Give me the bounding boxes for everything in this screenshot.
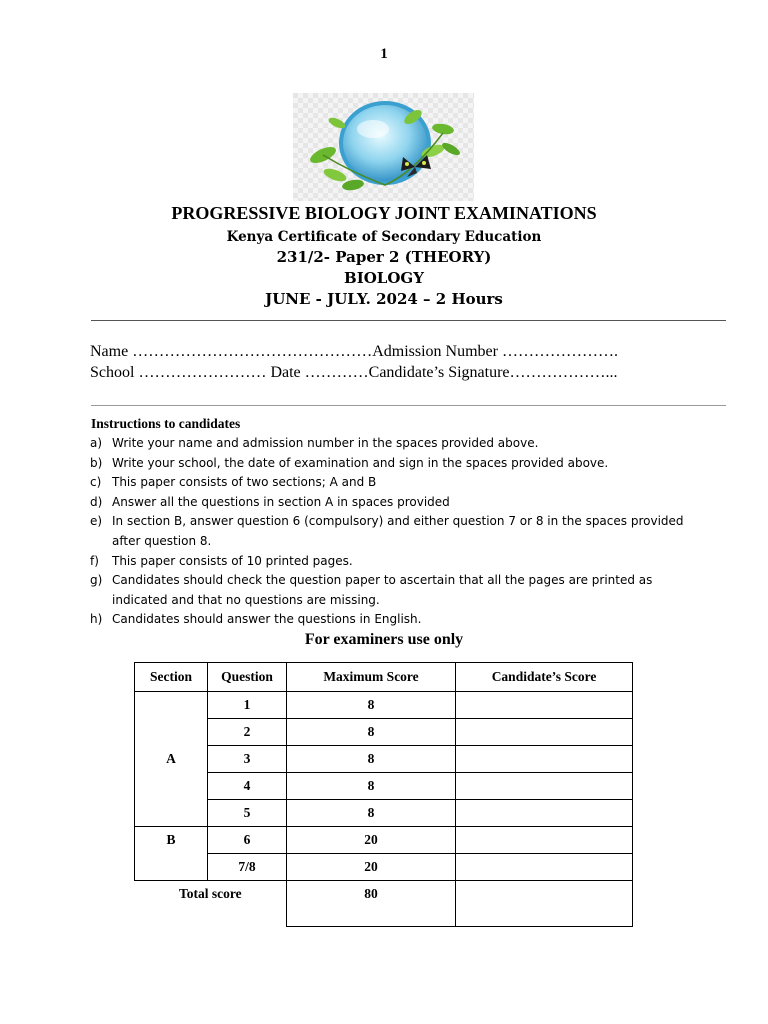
item-text: Write your school, the date of examination and sign in the spaces provided above. [112,455,609,470]
list-item [90,610,690,630]
header-candidate-score: Candidate’s Score [456,663,633,692]
list-item [90,434,690,454]
item-text: Write your name and admission number in the spaces provided above. [112,436,539,450]
question-cell: 7/8 [208,854,287,881]
table-row [135,827,633,854]
table-row [135,854,633,881]
header-maximum-score: Maximum Score [287,663,456,692]
list-item [90,552,690,572]
table-row [135,800,633,827]
instructions-heading: Instructions to candidates [91,416,241,431]
item-text: This paper consists of two sections; A and B [112,475,377,490]
max-score-cell: 8 [287,746,456,773]
item-text: Candidates should check the question paper to ascertain that all the pages are printed as indicated and that no questions are missing. [112,573,653,607]
max-score-cell: 8 [287,692,456,719]
certificate-name: Kenya Certificate of Secondary Education [226,229,542,245]
question-cell: 3 [208,746,287,773]
name-admission-line: Name ………………………………………Admission Number …………………. [90,343,618,360]
page-number: 1 [380,46,388,62]
header-question: Question [208,663,287,692]
item-label: f) [90,553,99,568]
examiners-heading: For examiners use only [304,631,464,648]
total-max-score: 80 [287,881,456,927]
subject-name: BIOLOGY [344,269,424,287]
max-score-cell: 20 [287,854,456,881]
question-cell: 1 [208,692,287,719]
table-header-row [135,663,633,692]
item-text: In section B, answer question 6 (compulsory) and either question 7 or 8 in the spaces provided after question 8. [112,514,684,548]
item-label: e) [90,514,103,529]
item-label: h) [90,612,103,627]
list-item [90,571,690,610]
item-label: a) [90,436,103,450]
question-cell: 5 [208,800,287,827]
question-cell: 2 [208,719,287,746]
item-label: b) [90,455,103,470]
header-section: Section [135,663,208,692]
candidate-score-cell[interactable] [456,854,633,881]
item-text: Candidates should answer the questions in English. [112,612,422,627]
list-item [90,473,690,493]
candidate-score-cell[interactable] [456,800,633,827]
list-item [90,512,690,551]
item-label: c) [90,475,102,490]
candidate-score-cell[interactable] [456,746,633,773]
exam-title: PROGRESSIVE BIOLOGY JOINT EXAMINATIONS [171,203,597,223]
candidate-score-cell[interactable] [456,692,633,719]
table-row [135,773,633,800]
total-candidate-score-cell[interactable] [456,881,633,927]
biology-logo [293,93,474,201]
table-row [135,719,633,746]
item-text: This paper consists of 10 printed pages. [112,553,353,568]
school-date-signature-line: School …………………… Date …………Candidate’s Signature………………... [90,364,618,381]
max-score-cell: 20 [287,827,456,854]
item-label: g) [90,573,103,588]
candidate-score-cell[interactable] [456,773,633,800]
max-score-cell: 8 [287,719,456,746]
max-score-cell: 8 [287,773,456,800]
max-score-cell: 8 [287,800,456,827]
total-label: Total score [178,886,242,901]
globe-leaves-butterfly-icon [293,93,474,201]
candidate-score-cell[interactable] [456,719,633,746]
examiners-score-table [134,662,633,927]
item-text: Answer all the questions in section A in spaces provided [112,494,450,509]
divider [91,405,726,406]
list-item [90,493,690,513]
question-cell: 6 [208,827,287,854]
table-row [135,692,633,719]
list-item [90,454,690,474]
divider [91,320,726,321]
question-cell: 4 [208,773,287,800]
section-b-cell: B [135,827,208,881]
paper-code: 231/2- Paper 2 (THEORY) [276,248,492,266]
exam-date-duration: JUNE - JULY. 2024 – 2 Hours [265,290,503,308]
section-a-cell: A [135,692,208,827]
item-label: d) [90,494,103,509]
total-row [135,881,633,927]
table-row [135,746,633,773]
candidate-score-cell[interactable] [456,827,633,854]
instructions-list [90,434,690,630]
